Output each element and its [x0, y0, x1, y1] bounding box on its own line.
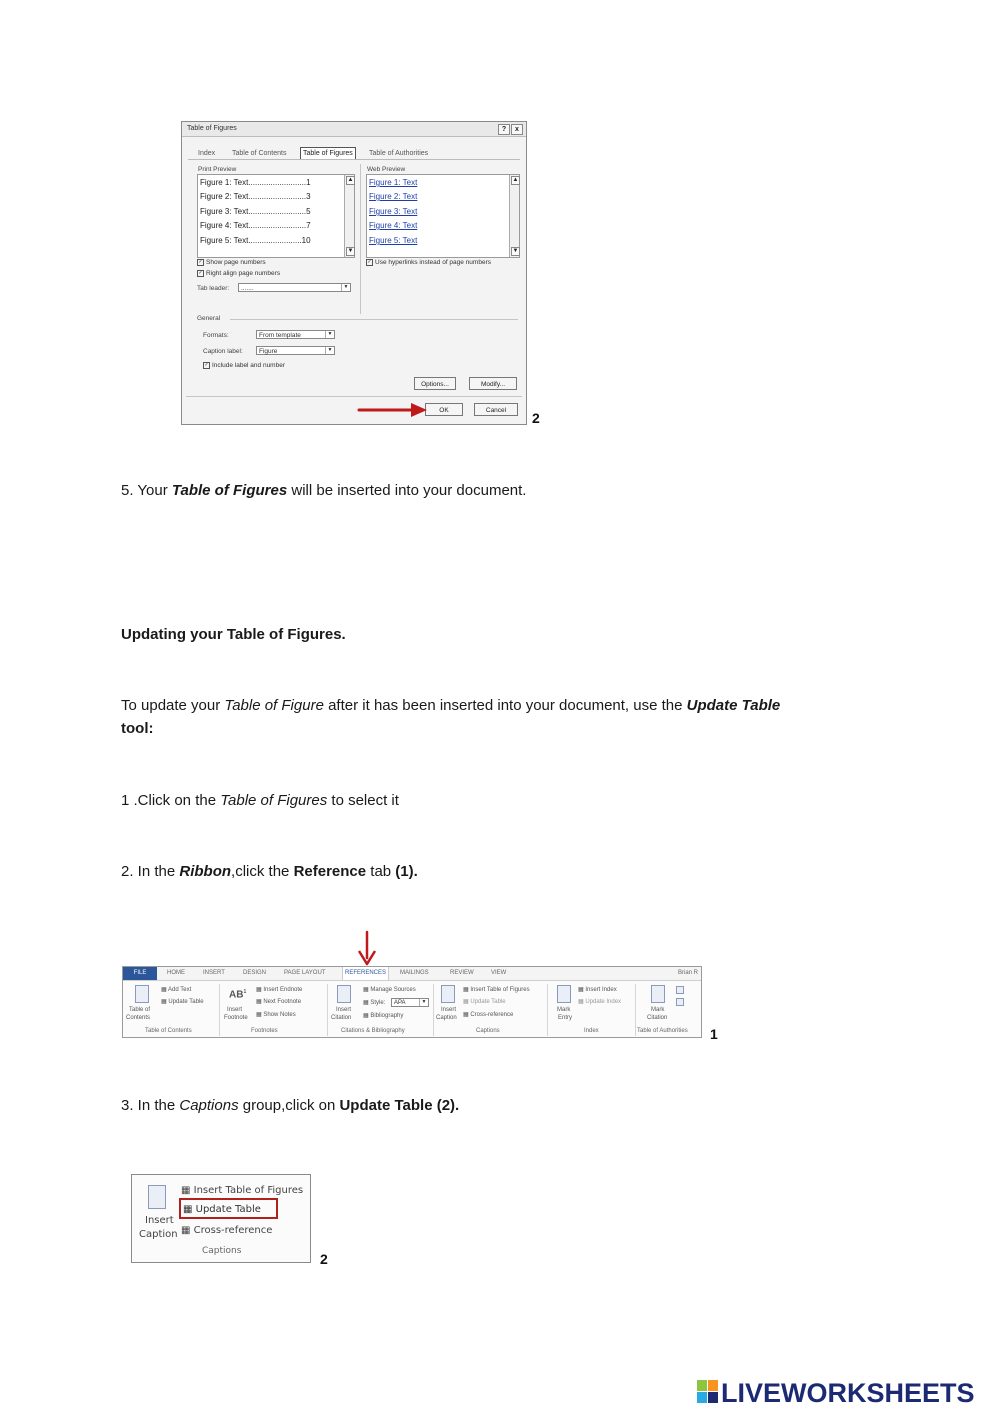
manage-sources-icon: ▦ [363, 987, 371, 993]
step-2-text: 2. In the Ribbon,click the Reference tab (1). [121, 863, 418, 880]
word-ribbon [122, 966, 702, 1038]
group-captions: Captions [202, 1246, 242, 1256]
add-text-button[interactable]: ▦ Add Text [161, 987, 192, 993]
checkbox-checked-icon: ✓ [367, 259, 372, 265]
dialog-title: Table of Figures [187, 125, 237, 132]
add-text-icon: ▦ [161, 987, 169, 993]
intro-text-line2: tool: [121, 720, 154, 737]
insert-endnote-button[interactable]: ▦ Insert Endnote [256, 987, 303, 993]
captions-update-table-button[interactable]: ▦ Update Table [463, 999, 506, 1005]
include-label-checkbox[interactable]: ✓ Include label and number [204, 362, 285, 370]
update-index-icon: ▦ [578, 999, 586, 1005]
print-preview-scrollbar[interactable] [344, 175, 354, 257]
mark-entry-button[interactable]: Mark [557, 1007, 571, 1013]
manage-sources-button[interactable]: ▦ Manage Sources [363, 987, 416, 993]
caption-label-label: Caption label: [203, 348, 243, 355]
bibliography-icon: ▦ [363, 1013, 371, 1019]
scroll-down-icon[interactable]: ▼ [512, 248, 519, 254]
insert-table-of-figures-button[interactable]: ▦ Insert Table of Figures [181, 1185, 304, 1196]
web-preview-box [366, 174, 520, 258]
checkbox-checked-icon: ✓ [198, 259, 203, 265]
group-index: Index [584, 1028, 599, 1034]
style-label: ▦ Style: [363, 1000, 386, 1006]
web-preview-line: Figure 2: Text [369, 192, 418, 201]
step-1-text: 1 .Click on the Table of Figures to select it [121, 792, 399, 809]
print-preview-line: Figure 4: Text..........................7 [200, 221, 311, 230]
red-down-arrow-icon [356, 930, 378, 968]
print-preview-line: Figure 3: Text..........................5 [200, 207, 311, 216]
tab-references[interactable]: REFERENCES [342, 967, 389, 980]
print-preview-line: Figure 1: Text..........................1 [200, 178, 311, 187]
insert-caption-label-line2[interactable]: Caption [139, 1229, 178, 1240]
print-preview-box [197, 174, 355, 258]
update-toa-icon[interactable] [676, 998, 684, 1006]
section-heading: Updating your Table of Figures. [121, 626, 346, 643]
group-table-of-authorities: Table of Authorities [637, 1028, 688, 1034]
insert-tof-icon: ▦ [463, 987, 471, 993]
cross-reference-button[interactable]: ▦ Cross-reference [463, 1012, 514, 1018]
insert-citation-button[interactable]: Insert [336, 1007, 352, 1013]
callout-number-2b: 2 [320, 1251, 328, 1267]
mark-entry-button-line2[interactable]: Entry [558, 1015, 573, 1021]
dialog-title-bar [182, 122, 526, 137]
insert-caption-icon[interactable] [441, 985, 455, 1003]
scroll-up-icon[interactable]: ▲ [347, 177, 354, 183]
insert-caption-icon[interactable] [148, 1185, 166, 1209]
mark-citation-icon[interactable] [651, 985, 665, 1003]
toc-update-table-button[interactable]: ▦ Update Table [161, 999, 204, 1005]
table-of-contents-button[interactable]: Table of [129, 1007, 151, 1013]
web-preview-scrollbar[interactable] [509, 175, 519, 257]
next-footnote-button[interactable]: ▦ Next Footnote [256, 999, 302, 1005]
style-icon: ▦ [363, 1000, 371, 1006]
tab-file[interactable]: FILE [123, 967, 157, 980]
print-preview-line: Figure 2: Text..........................3 [200, 192, 311, 201]
step-5-text: 5. Your Table of Figures will be inserted into your document. [121, 482, 527, 499]
red-arrow-icon [355, 400, 430, 420]
scroll-up-icon[interactable]: ▲ [512, 177, 519, 183]
next-footnote-icon: ▦ [256, 999, 264, 1005]
help-icon[interactable]: ? [498, 124, 510, 135]
update-table-icon: ▦ [161, 999, 169, 1005]
insert-citation-button-line2[interactable]: Citation [331, 1015, 352, 1021]
style-select[interactable]: APA ▼ [391, 998, 429, 1007]
ok-button[interactable]: OK [425, 403, 463, 416]
formats-select[interactable]: From template ▼ [256, 330, 335, 339]
web-preview-line: Figure 5: Text [369, 236, 418, 245]
table-of-contents-icon[interactable] [135, 985, 149, 1003]
close-icon[interactable]: x [511, 124, 523, 135]
group-table-of-contents: Table of Contents [145, 1028, 192, 1034]
update-table-icon: ▦ [463, 999, 471, 1005]
use-hyperlinks-checkbox[interactable]: ✓ Use hyperlinks instead of page numbers [367, 259, 491, 267]
group-footnotes: Footnotes [251, 1028, 278, 1034]
callout-number-2: 2 [532, 410, 540, 426]
insert-tof-icon: ▦ [181, 1185, 194, 1196]
chevron-down-icon: ▼ [419, 999, 428, 1006]
insert-caption-label[interactable]: Insert [145, 1215, 174, 1226]
modify-button[interactable]: Modify... [469, 377, 517, 390]
update-index-button[interactable]: ▦ Update Index [578, 999, 622, 1005]
group-captions: Captions [476, 1028, 500, 1034]
tab-mailings[interactable]: MAILINGS [400, 970, 429, 976]
cross-reference-button[interactable]: ▦ Cross-reference [181, 1225, 273, 1236]
web-preview-line: Figure 4: Text [369, 221, 418, 230]
insert-citation-icon[interactable] [337, 985, 351, 1003]
liveworksheets-mark-icon [697, 1380, 719, 1404]
bibliography-button[interactable]: ▦ Bibliography [363, 1013, 404, 1019]
tab-page-layout[interactable]: PAGE LAYOUT [284, 970, 326, 976]
tab-insert[interactable]: INSERT [203, 970, 225, 976]
table-of-contents-button-line2[interactable]: Contents [126, 1015, 151, 1021]
insert-footnote-button[interactable]: Insert [227, 1007, 243, 1013]
mark-entry-icon[interactable] [557, 985, 571, 1003]
right-align-checkbox[interactable]: ✓ Right align page numbers [198, 270, 281, 278]
endnote-icon: ▦ [256, 987, 264, 993]
intro-text: To update your Table of Figure after it has been inserted into your document, use the Update Table [121, 697, 781, 714]
cancel-button[interactable]: Cancel [474, 403, 518, 416]
tab-leader-select[interactable]: ....... ▼ [238, 283, 351, 292]
insert-table-of-figures-button[interactable]: ▦ Insert Table of Figures [463, 987, 530, 993]
insert-footnote-button-line2[interactable]: Footnote [224, 1015, 248, 1021]
tab-leader-label: Tab leader: [197, 285, 230, 292]
mark-citation-button-line2[interactable]: Citation [647, 1015, 668, 1021]
web-preview-line: Figure 3: Text [369, 207, 418, 216]
update-table-button[interactable]: ▦ Update Table [183, 1204, 261, 1215]
mark-citation-button[interactable]: Mark [651, 1007, 665, 1013]
tab-table-of-figures[interactable]: Table of Figures [300, 147, 356, 160]
tab-table-of-contents[interactable]: Table of Contents [232, 150, 287, 157]
liveworksheets-wordmark: LIVEWORKSHEETS [721, 1378, 975, 1408]
scroll-down-icon[interactable]: ▼ [347, 248, 354, 254]
ribbon-tab-bar [123, 967, 701, 981]
tab-design[interactable]: DESIGN [243, 970, 267, 976]
checkbox-checked-icon: ✓ [198, 270, 203, 276]
options-button[interactable]: Options... [414, 377, 456, 390]
web-preview-label: Web Preview [367, 166, 406, 173]
cross-reference-icon: ▦ [463, 1012, 471, 1018]
caption-label-select[interactable]: Figure ▼ [256, 346, 335, 355]
insert-footnote-icon[interactable]: $AB^1$ [229, 989, 247, 1001]
insert-index-button[interactable]: ▦ Insert Index [578, 987, 617, 993]
show-notes-icon: ▦ [256, 1012, 264, 1018]
captions-group-crop [131, 1174, 311, 1263]
general-label: General [197, 315, 221, 322]
insert-index-icon: ▦ [578, 987, 586, 993]
checkbox-checked-icon: ✓ [204, 362, 209, 368]
print-preview-label: Print Preview [198, 166, 237, 173]
show-notes-button[interactable]: ▦ Show Notes [256, 1012, 296, 1018]
tab-table-of-authorities[interactable]: Table of Authorities [369, 150, 429, 157]
table-of-figures-dialog [181, 121, 527, 425]
formats-label: Formats: [203, 332, 229, 339]
callout-number-1: 1 [710, 1026, 718, 1042]
web-preview-line: Figure 1: Text [369, 178, 418, 187]
tab-view[interactable]: VIEW [491, 970, 507, 976]
cross-reference-icon: ▦ [181, 1225, 194, 1236]
insert-toa-icon[interactable] [676, 986, 684, 994]
show-page-numbers-checkbox[interactable]: ✓ Show page numbers [198, 259, 266, 267]
tab-home[interactable]: HOME [167, 970, 185, 976]
tab-review[interactable]: REVIEW [450, 970, 474, 976]
update-table-highlight [179, 1198, 278, 1219]
tab-index[interactable]: Index [198, 150, 216, 157]
chevron-down-icon: ▼ [341, 284, 350, 291]
chevron-down-icon: ▼ [325, 347, 334, 354]
user-name: Brian R [677, 970, 698, 976]
insert-caption-button-line2[interactable]: Caption [436, 1015, 457, 1021]
step-3-text: 3. In the Captions group,click on Update Table (2). [121, 1097, 460, 1114]
group-citations-bibliography: Citations & Bibliography [341, 1028, 405, 1034]
insert-caption-button[interactable]: Insert [441, 1007, 457, 1013]
print-preview-line: Figure 5: Text........................10 [200, 236, 311, 245]
update-table-icon: ▦ [183, 1204, 196, 1215]
chevron-down-icon: ▼ [325, 331, 334, 338]
